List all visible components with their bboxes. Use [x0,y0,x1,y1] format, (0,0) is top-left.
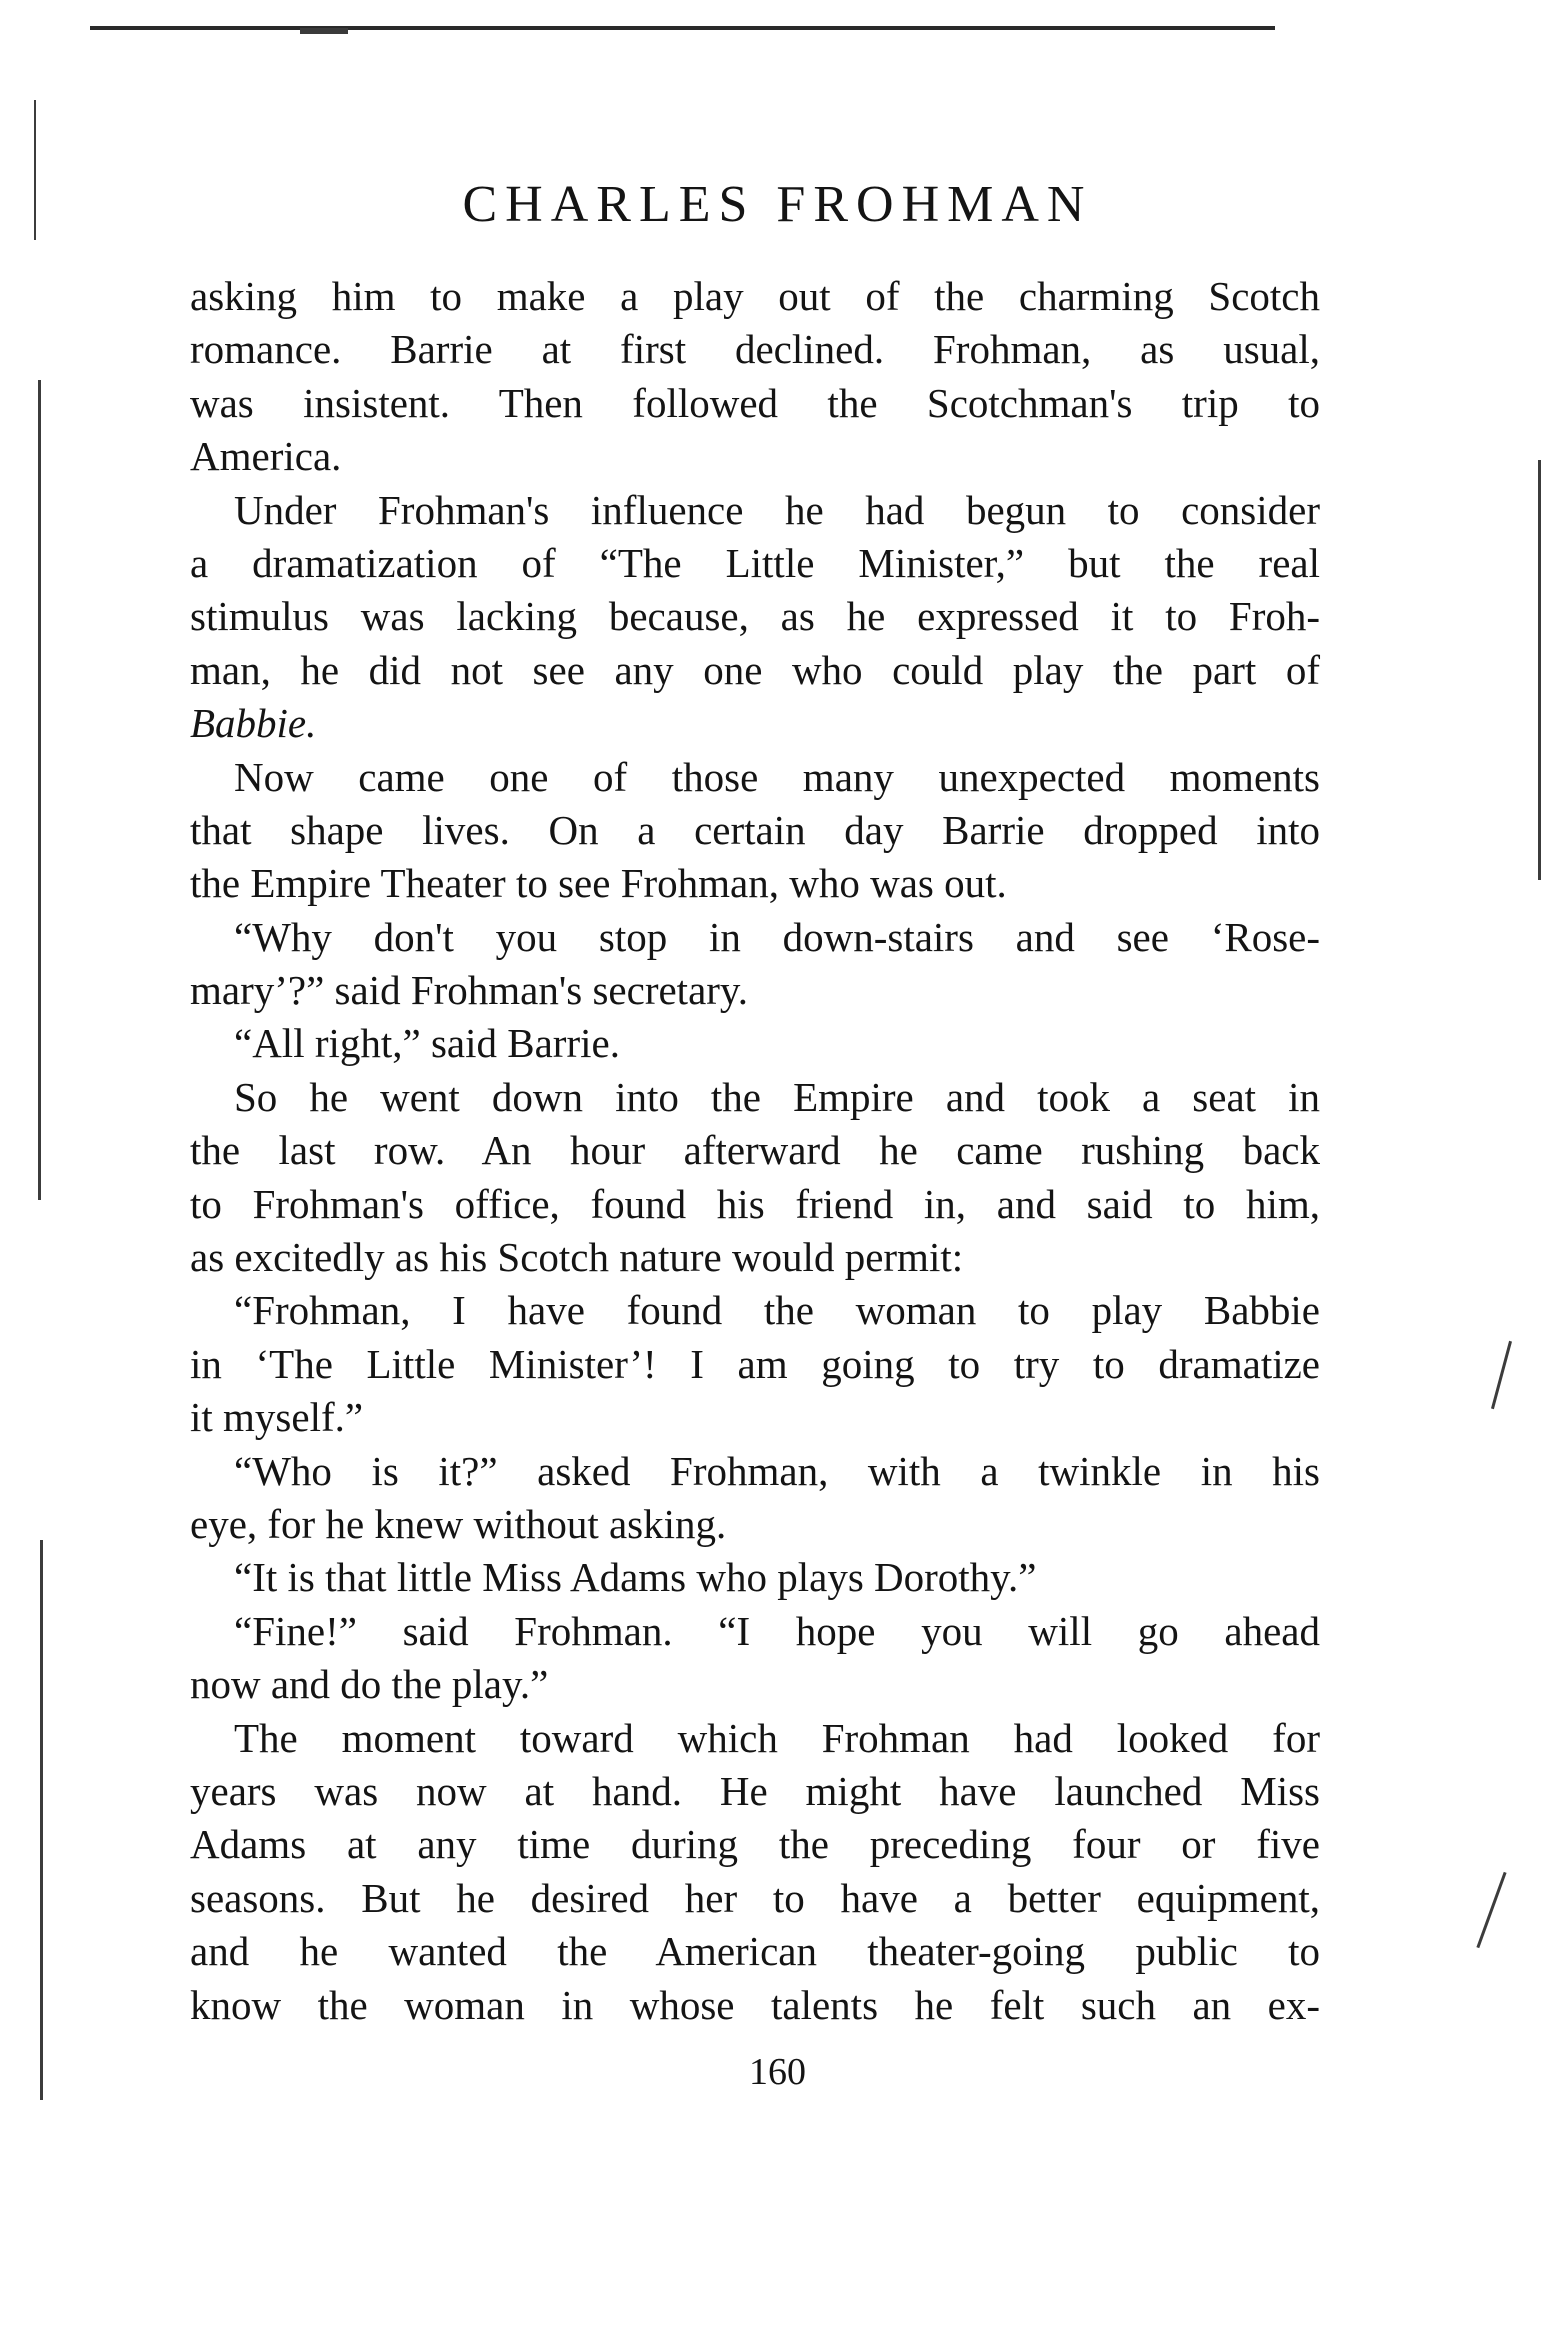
scan-mark-right-3 [1476,1872,1506,1948]
text-line: it myself.” [190,1394,364,1441]
page-number: 160 [749,2051,806,2093]
text-line: that shape lives. On a certain day Barrie dropped into [190,806,1320,853]
text-line: was insistent. Then followed the Scotchman's trip to [190,379,1320,426]
text-line: “It is that little Miss Adams who plays Dorothy.” [234,1554,1037,1601]
running-head: CHARLES FROHMAN [462,176,1093,233]
body-text [190,270,1320,2032]
scan-mark-right-1 [1538,460,1541,880]
text-line: seasons. But he desired her to have a better equipment, [190,1874,1320,1921]
scan-mark-left-2 [38,380,41,1200]
top-rule [90,26,1275,30]
text-line: the Empire Theater to see Frohman, who was out. [190,860,1007,907]
text-line: eye, for he knew without asking. [190,1500,727,1547]
top-rule-mark [300,28,348,34]
text-line: to Frohman's office, found his friend in, and said to him, [190,1180,1320,1227]
text-line: man, he did not see any one who could play the part of [190,646,1320,693]
text-line: now and do the play.” [190,1661,549,1708]
text-line: years was now at hand. He might have launched Miss [190,1767,1320,1814]
text-line: Adams at any time during the preceding four or five [190,1821,1320,1868]
text-line: know the woman in whose talents he felt such an ex- [190,1981,1320,2028]
text-line: “Why don't you stop in down-stairs and see ‘Rose- [234,913,1320,960]
text-line: “Who is it?” asked Frohman, with a twinkle in his [234,1447,1320,1494]
text-line: “All right,” said Barrie. [234,1020,620,1067]
text-line: as excitedly as his Scotch nature would permit: [190,1234,964,1281]
text-line: “Fine!” said Frohman. “I hope you will go ahead [234,1607,1320,1654]
text-line: a dramatization of “The Little Minister,” but the real [190,539,1320,586]
text-line: The moment toward which Frohman had looked for [234,1714,1320,1761]
scan-mark-left-3 [40,1540,43,2100]
scan-mark-right-2 [1491,1341,1512,1409]
text-line: the last row. An hour afterward he came rushing back [190,1127,1320,1174]
text-line: Under Frohman's influence he had begun to consider [234,486,1320,533]
text-line: Babbie. [190,700,317,747]
text-line: romance. Barrie at first declined. Frohman, as usual, [190,326,1320,373]
text-line: stimulus was lacking because, as he expressed it to Froh- [190,593,1320,640]
text-line: asking him to make a play out of the charming Scotch [190,273,1320,319]
text-line: So he went down into the Empire and took a seat in [234,1073,1320,1120]
text-line: mary’?” said Frohman's secretary. [190,967,749,1014]
text-line: America. [190,433,342,480]
text-line: in ‘The Little Minister’! I am going to try to dramatize [190,1340,1320,1387]
text-line: Now came one of those many unexpected moments [234,753,1320,800]
text-line: and he wanted the American theater-going public to [190,1928,1320,1975]
text-line: “Frohman, I have found the woman to play Babbie [234,1287,1320,1334]
